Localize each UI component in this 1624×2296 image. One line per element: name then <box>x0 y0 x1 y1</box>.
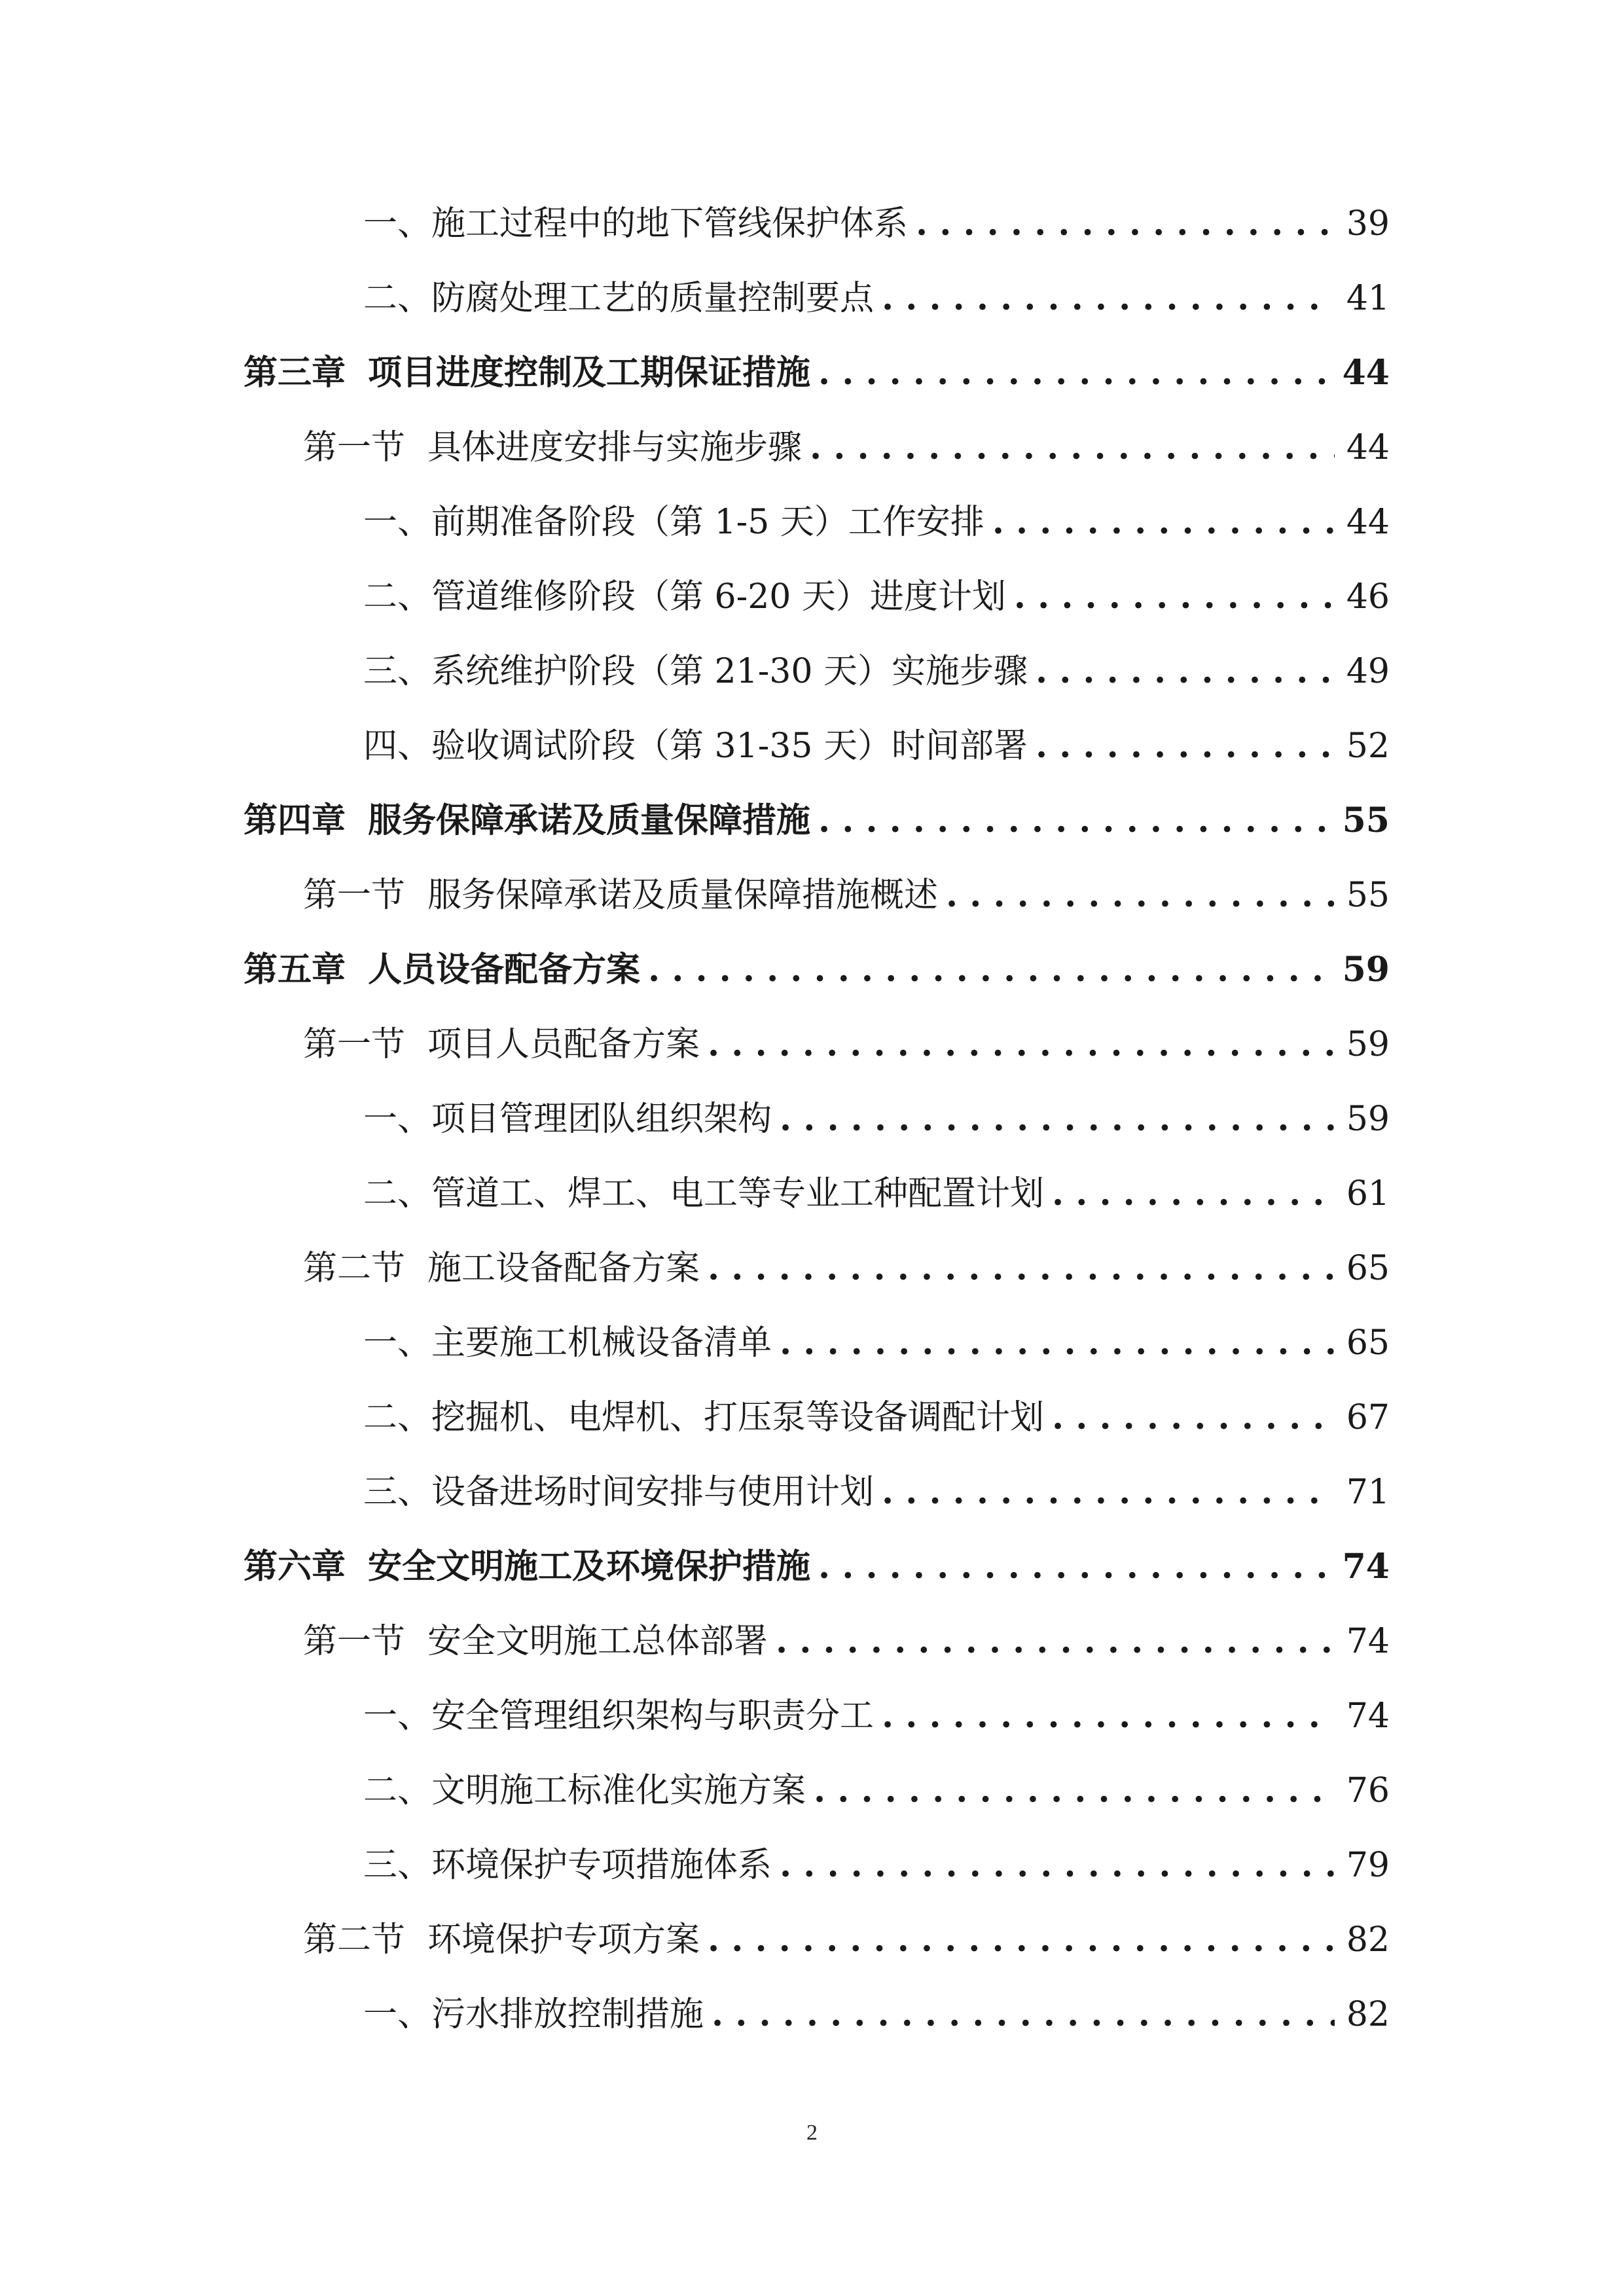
entry-number: 一、 <box>363 1100 432 1139</box>
entry-number: 一、 <box>363 204 432 243</box>
dot-leader <box>818 1541 1331 1593</box>
toc-entry[interactable] <box>363 272 1390 325</box>
entry-page-number: 74 <box>1346 1696 1390 1736</box>
page-number: 2 <box>806 2121 818 2145</box>
entry-number: 一、 <box>363 503 432 542</box>
entry-page-number: 71 <box>1346 1473 1390 1512</box>
entry-title: 服务保障承诺及质量保障措施概述 <box>427 876 939 915</box>
entry-number: 第一节 <box>303 428 406 467</box>
entry-title: 系统维护阶段（第 21-30 天）实施步骤 <box>431 652 1028 691</box>
entry-page-number: 39 <box>1346 204 1390 243</box>
entry-number: 三、 <box>363 1473 432 1512</box>
toc-entry[interactable] <box>363 1765 1390 1817</box>
entry-page-number: 74 <box>1342 1547 1390 1587</box>
entry-page-number: 82 <box>1346 1920 1390 1960</box>
toc-entry[interactable] <box>303 1914 1390 1966</box>
toc-entry[interactable] <box>363 1168 1390 1220</box>
entry-title: 施工设备配备方案 <box>427 1249 700 1288</box>
entry-number: 三、 <box>363 1846 432 1885</box>
entry-number: 四、 <box>363 726 432 766</box>
entry-page-number: 59 <box>1342 950 1390 990</box>
entry-page-number: 49 <box>1346 652 1390 691</box>
entry-page-number: 46 <box>1346 577 1390 617</box>
entry-number: 二、 <box>363 1398 432 1437</box>
dot-leader <box>992 496 1335 548</box>
entry-number: 第一节 <box>303 1622 406 1661</box>
entry-title: 安全文明施工总体部署 <box>427 1622 768 1661</box>
toc-entry[interactable] <box>303 422 1390 474</box>
entry-page-number: 44 <box>1346 428 1390 467</box>
dot-leader <box>810 422 1335 474</box>
entry-title: 具体进度安排与实施步骤 <box>427 428 803 467</box>
entry-page-number: 74 <box>1346 1622 1390 1661</box>
toc-entry[interactable] <box>303 1018 1390 1071</box>
entry-number: 一、 <box>363 1696 432 1736</box>
entry-number: 第四章 <box>244 800 346 840</box>
toc-entry[interactable] <box>363 1839 1390 1892</box>
dot-leader <box>818 795 1331 847</box>
entry-number: 三、 <box>363 652 432 691</box>
entry-title: 人员设备配备方案 <box>368 950 641 990</box>
dot-leader <box>648 944 1331 996</box>
dot-leader <box>1014 571 1335 623</box>
dot-leader <box>818 347 1331 399</box>
entry-title: 管道维修阶段（第 6-20 天）进度计划 <box>431 577 1006 617</box>
dot-leader <box>916 198 1335 250</box>
entry-title: 环境保护专项措施体系 <box>431 1846 772 1885</box>
toc-entry[interactable] <box>363 1988 1390 2041</box>
entry-number: 第一节 <box>303 876 406 915</box>
entry-title: 验收调试阶段（第 31-35 天）时间部署 <box>431 726 1028 766</box>
entry-title: 管道工、焊工、电工等专业工种配置计划 <box>431 1174 1045 1213</box>
dot-leader <box>776 1615 1335 1668</box>
toc-entry[interactable] <box>244 795 1390 847</box>
toc-entry[interactable] <box>363 1391 1390 1444</box>
entry-title: 主要施工机械设备清单 <box>431 1323 772 1363</box>
entry-page-number: 67 <box>1346 1398 1390 1437</box>
entry-page-number: 55 <box>1342 800 1390 840</box>
entry-title: 环境保护专项方案 <box>427 1920 700 1960</box>
dot-leader <box>946 869 1335 922</box>
entry-page-number: 82 <box>1346 1995 1390 2034</box>
entry-title: 安全管理组织架构与职责分工 <box>431 1696 875 1736</box>
toc-entry[interactable] <box>363 571 1390 623</box>
toc-entry[interactable] <box>303 1242 1390 1295</box>
toc-entry[interactable] <box>244 944 1390 996</box>
toc-entry[interactable] <box>244 1541 1390 1593</box>
entry-page-number: 59 <box>1346 1100 1390 1139</box>
entry-page-number: 76 <box>1346 1771 1390 1810</box>
dot-leader <box>1052 1168 1335 1220</box>
dot-leader <box>780 1317 1335 1369</box>
dot-leader <box>882 272 1335 325</box>
entry-title: 前期准备阶段（第 1-5 天）工作安排 <box>431 503 984 542</box>
entry-page-number: 52 <box>1346 726 1390 766</box>
dot-leader <box>708 1018 1335 1071</box>
dot-leader <box>1036 720 1335 772</box>
entry-number: 第六章 <box>244 1547 346 1587</box>
entry-title: 设备进场时间安排与使用计划 <box>431 1473 875 1512</box>
entry-title: 项目管理团队组织架构 <box>431 1100 772 1139</box>
entry-page-number: 79 <box>1346 1846 1390 1885</box>
entry-number: 一、 <box>363 1323 432 1363</box>
dot-leader <box>712 1988 1335 2041</box>
dot-leader <box>708 1242 1335 1295</box>
entry-number: 一、 <box>363 1995 432 2034</box>
dot-leader <box>780 1839 1335 1892</box>
entry-title: 项目人员配备方案 <box>427 1025 700 1064</box>
toc-entry[interactable] <box>363 198 1390 250</box>
entry-title: 文明施工标准化实施方案 <box>431 1771 806 1810</box>
entry-title: 施工过程中的地下管线保护体系 <box>431 204 909 243</box>
entry-title: 挖掘机、电焊机、打压泵等设备调配计划 <box>431 1398 1045 1437</box>
entry-page-number: 65 <box>1346 1249 1390 1288</box>
entry-page-number: 65 <box>1346 1323 1390 1363</box>
dot-leader <box>1052 1391 1335 1444</box>
entry-number: 第五章 <box>244 950 346 990</box>
toc-entry[interactable] <box>363 1466 1390 1518</box>
entry-title: 服务保障承诺及质量保障措施 <box>368 800 811 840</box>
dot-leader <box>882 1466 1335 1518</box>
entry-title: 安全文明施工及环境保护措施 <box>368 1547 811 1587</box>
dot-leader <box>780 1093 1335 1145</box>
entry-title: 项目进度控制及工期保证措施 <box>368 353 811 393</box>
entry-number: 二、 <box>363 1771 432 1810</box>
toc-entry[interactable] <box>363 1690 1390 1742</box>
entry-page-number: 44 <box>1342 353 1390 393</box>
entry-page-number: 44 <box>1346 503 1390 542</box>
entry-page-number: 41 <box>1346 279 1390 318</box>
toc-entry[interactable] <box>363 645 1390 698</box>
entry-page-number: 59 <box>1346 1025 1390 1064</box>
dot-leader <box>708 1914 1335 1966</box>
dot-leader <box>882 1690 1335 1742</box>
entry-number: 第二节 <box>303 1920 406 1960</box>
toc-entry[interactable] <box>363 720 1390 772</box>
dot-leader <box>1036 645 1335 698</box>
toc-entry[interactable] <box>363 496 1390 548</box>
entry-title: 污水排放控制措施 <box>431 1995 704 2034</box>
toc-entry[interactable] <box>303 1615 1390 1668</box>
entry-number: 二、 <box>363 577 432 617</box>
toc-entry[interactable] <box>244 347 1390 399</box>
toc-entry[interactable] <box>303 869 1390 922</box>
entry-number: 二、 <box>363 279 432 318</box>
entry-page-number: 61 <box>1346 1174 1390 1213</box>
entry-title: 防腐处理工艺的质量控制要点 <box>431 279 875 318</box>
toc-entry[interactable] <box>363 1317 1390 1369</box>
dot-leader <box>814 1765 1335 1817</box>
entry-number: 第三章 <box>244 353 346 393</box>
toc-entry[interactable] <box>363 1093 1390 1145</box>
entry-page-number: 55 <box>1346 876 1390 915</box>
entry-number: 第一节 <box>303 1025 406 1064</box>
entry-number: 第二节 <box>303 1249 406 1288</box>
entry-number: 二、 <box>363 1174 432 1213</box>
